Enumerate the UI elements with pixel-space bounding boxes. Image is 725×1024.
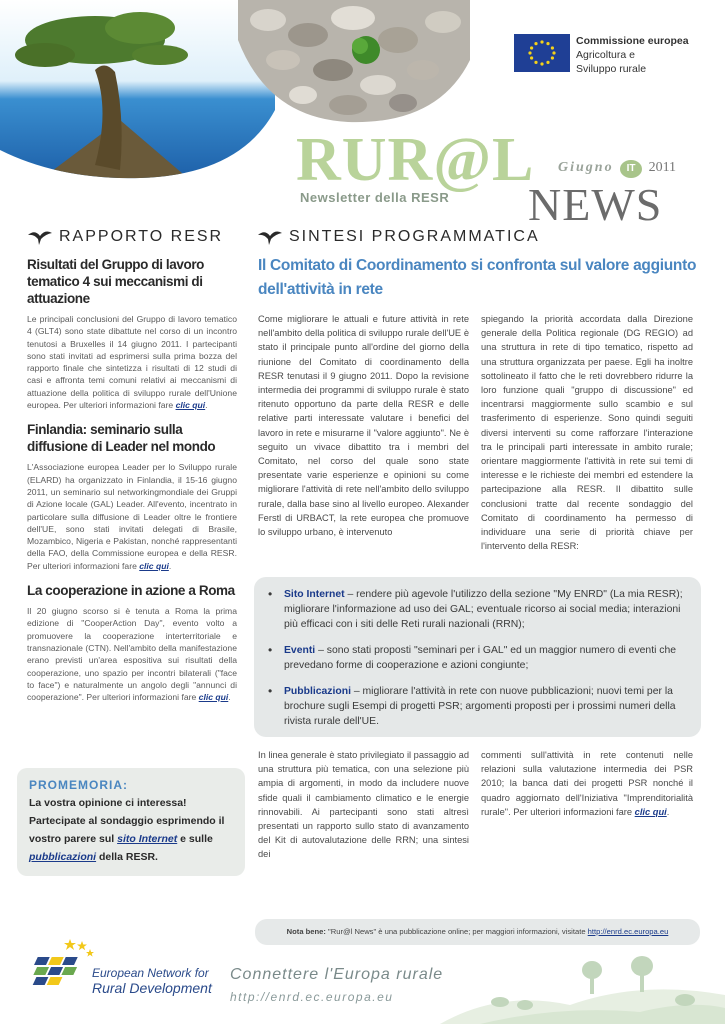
note-label: Nota bene:: [286, 927, 326, 936]
main-article-title: Il Comitato di Coordinamento si confronta sul valore aggiunto dell'attività in rete: [258, 257, 697, 298]
list-item: • Pubblicazioni – migliorare l'attività in rete con nuove pubblicazioni; nuovi temi per la brochure sugli Esempi di progetti PSR; argomenti proposti per i prossimi numeri della rivista rurale dell'UE.: [284, 684, 689, 729]
article-body: L'Associazione europea Leader per lo Sviluppo rurale (ELARD) ha organizzato in Finlandia, il 15-16 giugno 2011, un seminario sul networkingmondiale dei Gruppi di Azione locale (GAL) Leader. All'evento, incentrato in particolare sulla diffusione di Leader oltre le frontiere dell'UE, sono stati invitati delegati di Brasile, Mozambico, Nigeria e Pakistan, nonché rappresentanti della FAO, della Commissione europea e della RESR. Per ulteriori informazioni fare clic qui.: [27, 462, 237, 571]
issue-month: Giugno: [558, 160, 614, 175]
list-item: • Eventi – sono stati proposti "seminari per i GAL" ed un maggior numero di eventi che prevedano forme di cooperazione e azioni congiunte;: [284, 643, 689, 673]
section-heading-rapporto: [27, 228, 237, 246]
priorities-box: [254, 577, 701, 737]
enrd-logo: [18, 935, 98, 1003]
enrd-name: European Network for Rural Development: [92, 966, 212, 996]
article-link[interactable]: clic qui: [139, 560, 169, 571]
dg-name-line1: Agricoltura e: [576, 49, 635, 61]
main-article-column-2: spiegando la priorità accordata dalla Direzione generale della Politica regionale (DG REGIO) ad una struttura in rete di tipo tematico, rispetto ad una struttura organizzata per paese. Egli ha inoltre sottolineato il fatto che le reti dovrebbero ridurre la loro funzione quali "gruppo di discussione" ed incentrarsi maggiormente sullo scambio e sul trasferimento di esperienze. Sono quindi seguiti diversi interventi su come rafforzare l'interazione tra le principali parti interessate in ambito rurale; orientare maggiormente l'attività in rete sui temi di interesse e le richieste dei membri ed estendere la partecipazione alla RESR. Il dibattito sulle conclusioni tratte dal recente sondaggio del Comitato di coordinamento ha permesso di individuare una serie di priorità chiave per l'intervento della RESR:: [481, 314, 693, 552]
rural-landscape-illustration: [440, 950, 725, 1024]
publications-link[interactable]: pubblicazioni: [29, 851, 97, 863]
section-title: RAPPORTO RESR: [59, 228, 224, 245]
section-title: SINTESI PROGRAMMATICA: [289, 228, 540, 245]
hero-tree-sea-image: [0, 0, 275, 180]
reminder-box: [17, 768, 245, 876]
eu-flag-icon: [514, 34, 570, 72]
newsletter-subtitle: Newsletter della RESR: [300, 190, 450, 205]
list-item: • Sito Internet – rendere più agevole l'utilizzo della sezione "My ENRD" (La mia RESR); migliorare l'informazione ad uso dei GAL; eventuale ricorso ai social media; interazioni più efficaci con i siti delle Reti rurali nazionali (RRN);: [284, 587, 689, 632]
note-bar: [255, 919, 700, 945]
hero-pebbles-image: [238, 0, 470, 125]
footer-tagline: Connettere l'Europa rurale: [230, 966, 444, 983]
leaf-icon: [27, 229, 53, 245]
section-heading-sintesi: [257, 228, 697, 246]
article-link[interactable]: clic qui: [634, 806, 667, 817]
dg-name-line2: Sviluppo rurale: [576, 63, 647, 75]
masthead-title: RUR@L: [296, 126, 535, 194]
commission-name: Commissione europea: [576, 35, 689, 47]
language-badge: IT: [620, 160, 642, 178]
note-text: "Rur@l News" è una pubblicazione online; per maggiori informazioni, visitate: [328, 927, 586, 936]
article-link[interactable]: clic qui: [198, 692, 229, 703]
main-article-column-1: Come migliorare le attuali e future attività in rete nell'ambito della politica di sviluppo rurale dell'UE è stato il principale punto all'ordine del giorno della riunione del Comitato di coordinamento della RESR tenutasi il 9 giugno 2011. Dopo la revisione intermedia dei programmi di sviluppo rurale è stato ritenuto opportuno da parte della RESR e delle relative parti interessate valutare i benefici del lavoro in rete e misurarne il "valore aggiunto". Ne è seguito un vivace dibattito tra i membri del Comitato, nel corso del quale sono state presentate varie esperienze e opinioni su come migliorare l'attività di rete nell'ambito dello sviluppo rurale, dalla base sino al livello europeo. Alexander Ferstl di URBACT, la rete europea che promuove lo sviluppo urbano, è intervenuto: [258, 314, 469, 538]
left-column: [27, 228, 237, 703]
main-article-column-4: commenti sull'attività in rete contenuti nelle relazioni sulla valutazione intermedia dei PSR 2010; la banca dati dei progetti PSR nonché il quadro aggiornato dell'Iniziativa "Imprenditorialità rurale". Per ulteriori informazioni fare clic qui.: [481, 750, 693, 817]
news-wordmark: NEWS: [528, 179, 663, 230]
european-commission-logo: [514, 34, 714, 74]
leaf-icon: [257, 229, 283, 245]
article-body: Le principali conclusioni del Gruppo di lavoro tematico 4 (GLT4) sono state dibattute nel corso di un incontro tenutosi a Bruxelles il 14 giugno 2011. I partecipanti sono stati invitati ad esprimersi sulla prima bozza del rapporto finale che sintetizza i risultati di 12 studi di casi e affronta temi comuni relativi ai meccanismi di attuazione della politica di sviluppo rurale dell'Unione europea. Per ulteriori informazioni fare clic qui.: [27, 314, 237, 411]
article-body: Il 20 giugno scorso si è tenuta a Roma la prima edizione di "CooperAction Day", evento volto a promuovere la cooperazione interterritoriale e transnazionale (CTN). Nell'ambito della manifestazione erano previsti un'area espositiva sui risultati della cooperazione, uno spazio per incontri bilaterali ("face to face") e naturalmente un angolo degli "annunci di cooperazione". Per ulteriori informazioni fare clic qui.: [27, 606, 237, 703]
article-title: La cooperazione in azione a Roma: [27, 583, 235, 599]
reminder-title: PROMEMORIA:: [29, 778, 128, 792]
priorities-list: [284, 587, 689, 729]
issue-date: [558, 160, 676, 178]
main-article-column-3: In linea generale è stato privilegiato il passaggio ad una struttura più tematica, con una selezione più ampia di argomenti, in modo da includere nuove sfide quali il cambiamento climatico e le energie rinnovabili. Ai partecipanti sono stati altresì presentati un rapporto sullo stato di avanzamento del Kit di autovalutazione delle RRN; una sintesi dei: [258, 750, 469, 860]
footer-url: http://enrd.ec.europa.eu: [230, 990, 394, 1004]
article-title: Finlandia: seminario sulla diffusione di Leader nel mondo: [27, 422, 216, 455]
website-link[interactable]: sito Internet: [117, 833, 178, 845]
article-title: Risultati del Gruppo di lavoro tematico 4 sui meccanismi di attuazione: [27, 257, 205, 306]
reminder-text: La vostra opinione ci interessa! Partecipate al sondaggio esprimendo il vostro parere sul sito Internet e sulle pubblicazioni della RESR.: [29, 797, 225, 863]
enrd-url-link[interactable]: http://enrd.ec.europa.eu: [587, 927, 669, 936]
issue-year: 2011: [648, 160, 677, 175]
article-link[interactable]: clic qui: [175, 400, 206, 411]
